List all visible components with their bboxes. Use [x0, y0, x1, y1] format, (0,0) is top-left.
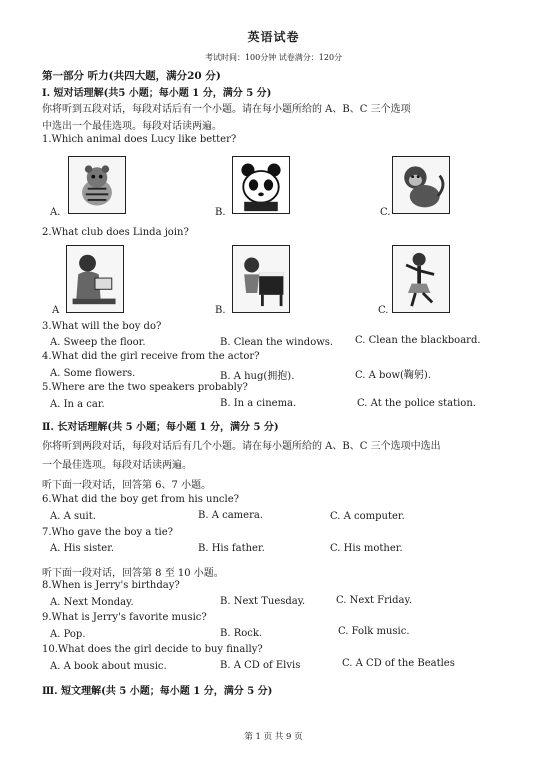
panda-icon: [233, 157, 289, 213]
option-letter: A.: [50, 207, 61, 218]
option-a: A. A suit.: [50, 511, 96, 522]
piano-girl-picture: [232, 245, 290, 313]
instruction-line: 一个最佳选项。每段对话读两遍。: [42, 460, 192, 471]
option-a: A. Pop.: [50, 629, 86, 640]
option-b: B. A camera.: [198, 510, 263, 521]
option-letter: C.: [380, 207, 391, 218]
page-number: 第 1 页 共 9 页: [244, 732, 303, 742]
question-3: 3.What will the boy do?: [42, 321, 162, 332]
option-a: A. A book about music.: [50, 661, 167, 672]
option-a: A. In a car.: [50, 399, 105, 410]
option-a: A. His sister.: [50, 543, 115, 554]
option-letter: B.: [215, 207, 226, 218]
section-title: Ⅱ. 长对话理解(共 5 小题；每小题 1 分，满分 5 分): [42, 422, 279, 433]
dancing-girl-picture: [392, 245, 450, 313]
reading-girl-icon: [67, 246, 123, 312]
option-b: B. Clean the windows.: [220, 337, 334, 348]
page-title: 英语试卷: [247, 30, 300, 44]
option-b: B. His father.: [198, 543, 265, 554]
question-2: 2.What club does Linda join?: [42, 227, 189, 238]
option-c: C. Clean the blackboard.: [355, 335, 481, 346]
option-c: C. A CD of the Beatles: [342, 658, 455, 669]
option-c: C. Next Friday.: [336, 595, 412, 606]
question-4: 4.What did the girl receive from the actor?: [42, 351, 260, 362]
option-b: B. A hug(拥抱).: [220, 371, 295, 382]
option-a: A. Next Monday.: [50, 597, 134, 608]
exam-info: 考试时间：100分钟 试卷满分：120分: [204, 53, 343, 62]
monkey-picture: [392, 156, 450, 214]
instruction-line: 你将听到两段对话，每段对话后有几个小题。请在每小题所给的 A、B、C 三个选项中选出: [42, 441, 441, 452]
section-title: Ⅲ. 短文理解(共 5 小题；每小题 1 分，满分 5 分): [42, 686, 273, 697]
tiger-picture: [68, 156, 126, 214]
tiger-icon: [69, 157, 125, 213]
dancing-girl-icon: [393, 246, 449, 312]
reading-girl-picture: [66, 245, 124, 313]
option-c: C. Folk music.: [338, 626, 410, 637]
option-b: B. Rock.: [220, 628, 263, 639]
question-6: 6.What did the boy get from his uncle?: [42, 494, 239, 505]
question-7: 7.Who gave the boy a tie?: [42, 527, 174, 538]
question-8: 8.When is Jerry's birthday?: [42, 580, 180, 591]
question-10: 10.What does the girl decide to buy finally?: [42, 644, 263, 655]
option-letter: C.: [378, 305, 389, 316]
option-letter: B.: [215, 305, 226, 316]
instruction-line: 你将听到五段对话，每段对话后有一个小题。请在每小题所给的 A、B、C 三个选项: [42, 104, 411, 115]
question-9: 9.What is Jerry's favorite music?: [42, 612, 207, 623]
option-b: B. Next Tuesday.: [220, 596, 306, 607]
question-1: 1.Which animal does Lucy like better?: [42, 134, 237, 145]
option-c: C. His mother.: [330, 543, 403, 554]
instruction-line: 中选出一个最佳选项。每段对话读两遍。: [42, 121, 222, 132]
option-b: B. A CD of Elvis: [220, 660, 301, 671]
dialog-instruction: 听下面一段对话，回答第 6、7 小题。: [42, 480, 212, 491]
panda-picture: [232, 156, 290, 214]
section-title: Ⅰ. 短对话理解(共5 小题；每小题 1 分，满分 5 分): [42, 88, 272, 99]
option-c: C. At the police station.: [357, 398, 476, 409]
dialog-instruction: 听下面一段对话，回答第 8 至 10 小题。: [42, 568, 224, 579]
option-a: A. Sweep the floor.: [50, 337, 146, 348]
monkey-icon: [393, 157, 449, 213]
piano-girl-icon: [233, 246, 289, 312]
option-letter: A: [52, 305, 60, 316]
option-c: C. A bow(鞠躬).: [355, 370, 432, 381]
option-b: B. In a cinema.: [220, 398, 297, 409]
option-c: C. A computer.: [330, 511, 405, 522]
part-title: 第一部分 听力(共四大题，满分20 分): [42, 70, 221, 82]
option-a: A. Some flowers.: [50, 368, 136, 379]
question-5: 5.Where are the two speakers probably?: [42, 382, 248, 393]
